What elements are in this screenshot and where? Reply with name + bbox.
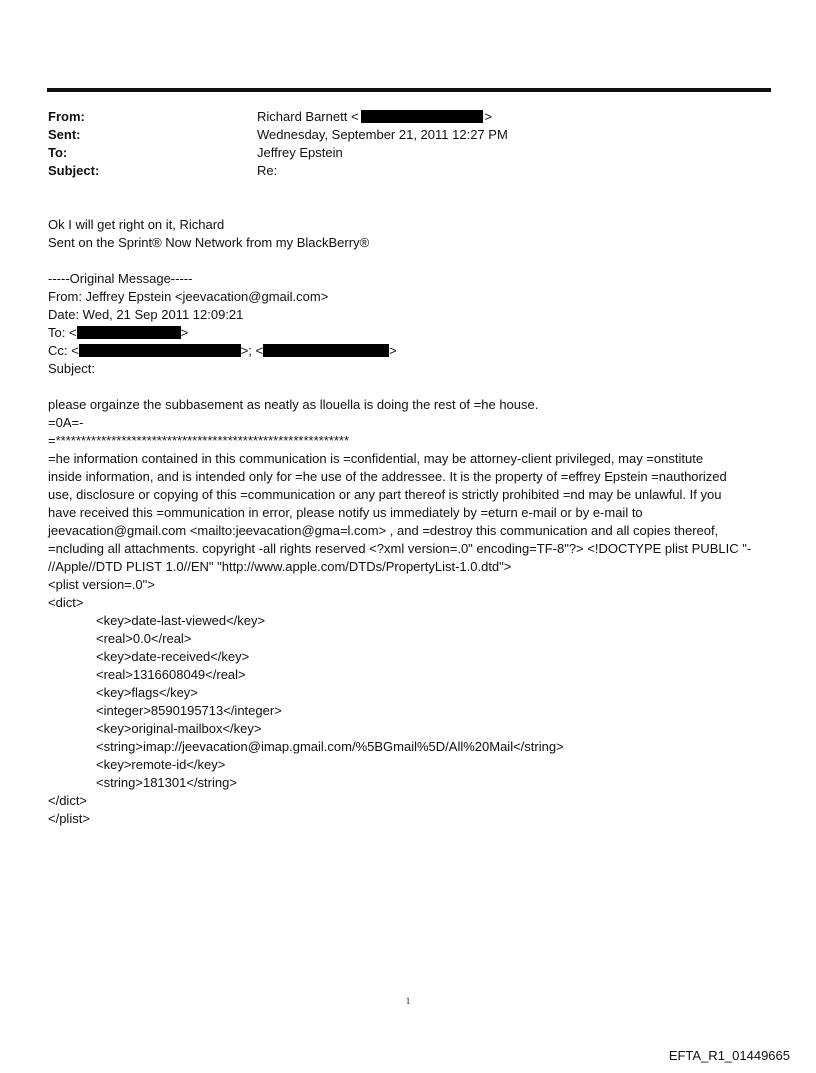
encoding-line: =0A=-: [48, 415, 84, 430]
original-separator: -----Original Message-----: [48, 271, 193, 286]
disclaimer-line: use, disclosure or copying of this =communication or any part thereof is strictly prohibited =nd may be unlawful. If you: [48, 487, 722, 502]
plist-line: <integer>8590195713</integer>: [96, 703, 282, 718]
disclaimer-line: inside information, and is intended only for =he use of the addressee. It is the property of =effrey Epstein =nauthorized: [48, 469, 727, 484]
bates-number: EFTA_R1_01449665: [668, 1048, 790, 1063]
plist-line: <real>0.0</real>: [96, 631, 192, 646]
from-value: Richard Barnett < >: [257, 109, 493, 124]
original-subject: Subject:: [48, 361, 95, 376]
plist-line: <key>date-last-viewed</key>: [96, 613, 266, 628]
subject-label: Subject:: [48, 163, 100, 178]
redaction-block: [77, 326, 181, 339]
disclaimer-line: =he information contained in this communication is =confidential, may be attorney-client privileged, may =onstitute: [48, 451, 704, 466]
page-number: 1: [405, 996, 411, 1006]
to-value: Jeffrey Epstein: [257, 145, 343, 160]
original-from: From: Jeffrey Epstein <jeevacation@gmail.com>: [48, 289, 329, 304]
redaction-block: [361, 110, 483, 123]
disclaimer-line: //Apple//DTD PLIST 1.0//EN" "http://www.apple.com/DTDs/PropertyList-1.0.dtd">: [48, 559, 512, 574]
plist-line: <string>imap://jeevacation@imap.gmail.com/%5BGmail%5D/All%20Mail</string>: [96, 739, 564, 754]
original-date: Date: Wed, 21 Sep 2011 12:09:21: [48, 307, 244, 322]
original-cc-label: Cc:: [48, 343, 68, 358]
redaction-block: [79, 344, 241, 357]
from-name: Richard Barnett: [257, 109, 348, 124]
plist-line: <key>original-mailbox</key>: [96, 721, 262, 736]
plist-line: <real>1316608049</real>: [96, 667, 246, 682]
original-to-label: To:: [48, 325, 66, 340]
original-to: To: < >: [48, 325, 189, 340]
plist-line: <string>181301</string>: [96, 775, 237, 790]
dict-close: </dict>: [48, 793, 88, 808]
from-label: From:: [48, 109, 85, 124]
reply-line: Ok I will get right on it, Richard: [48, 217, 225, 232]
sent-label: Sent:: [48, 127, 81, 142]
message-body: [48, 396, 778, 828]
sent-value: Wednesday, September 21, 2011 12:27 PM: [257, 127, 508, 142]
header-rule: [47, 88, 771, 92]
dict-open: <dict>: [48, 595, 84, 610]
reply-text: [48, 216, 778, 252]
plist-open: <plist version=.0">: [48, 577, 155, 592]
plist-close: </plist>: [48, 811, 90, 826]
subject-value: Re:: [257, 163, 278, 178]
redaction-block: [263, 344, 389, 357]
disclaimer-line: jeevacation@gmail.com <mailto:jeevacation@gma=l.com> , and =destroy this communication and all copies thereof,: [48, 523, 719, 538]
disclaimer-line: =ncluding all attachments. copyright -all rights reserved <?xml version=.0" encoding=TF-8"?> <!DOCTYPE plist PUBLIC "-: [48, 541, 752, 556]
plist-line: <key>remote-id</key>: [96, 757, 226, 772]
disclaimer-line: have received this =ommunication in error, please notify us immediately by =eturn e-mail or by e-mail to: [48, 505, 643, 520]
original-cc: Cc: < >; < >: [48, 343, 397, 358]
plist-line: <key>date-received</key>: [96, 649, 250, 664]
to-label: To:: [48, 145, 68, 160]
plist-line: <key>flags</key>: [96, 685, 198, 700]
body-text: please orgainze the subbasement as neatly as llouella is doing the rest of =he house.: [48, 397, 539, 412]
star-divider: =**********************************************************: [48, 433, 350, 448]
reply-signature: Sent on the Sprint® Now Network from my BlackBerry®: [48, 235, 370, 250]
original-message-header: [48, 270, 778, 378]
